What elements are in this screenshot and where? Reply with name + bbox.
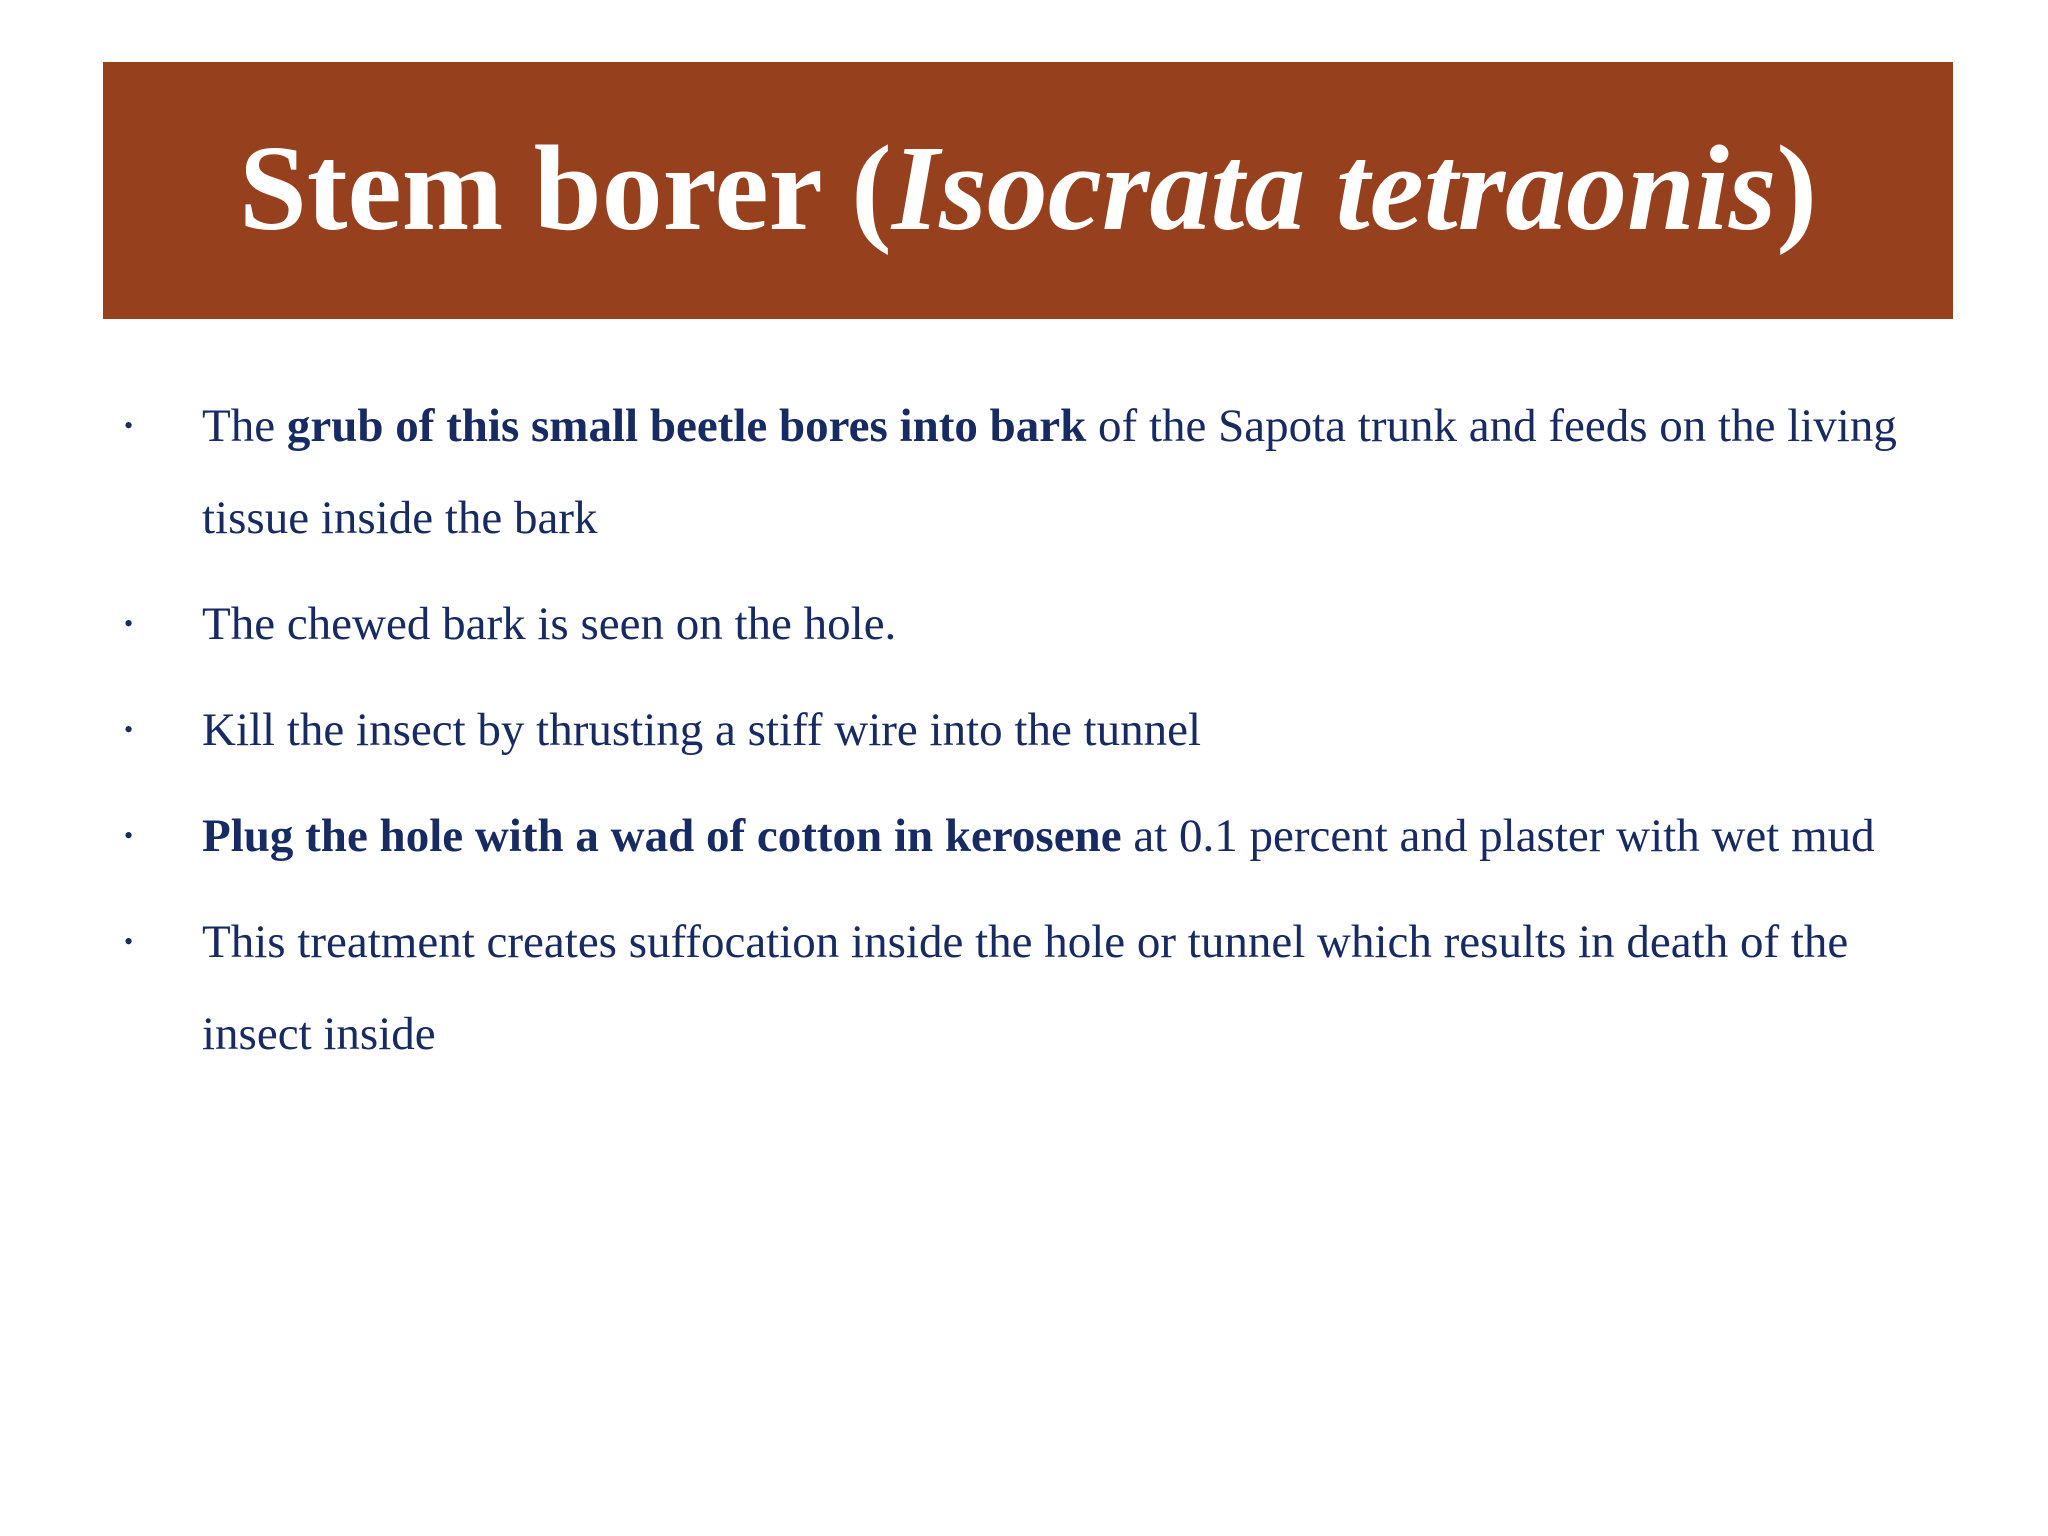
bullet-item-2 [120, 578, 1960, 670]
bullet-text-before: The chewed bark is seen on the hole. [202, 598, 897, 650]
bullet-text-after: at 0.1 percent and plaster with wet mud [1121, 810, 1875, 862]
bullet-text-before: This treatment creates suffocation inside the hole or tunnel which results in death of the insect inside [202, 916, 1849, 1060]
bullet-dot-icon: • [124, 715, 134, 744]
title-species-name: Isocrata tetraonis [891, 120, 1777, 256]
bullet-dot-icon: • [124, 609, 134, 638]
bullet-text-bold: Plug the hole with a wad of cotton in kerosene [202, 810, 1122, 862]
bullet-dot-icon: • [124, 411, 134, 440]
bullet-text-before: The [202, 400, 287, 452]
bullet-list [120, 380, 1960, 1094]
bullet-text-bold: grub of this small beetle bores into bark [286, 400, 1087, 452]
bullet-text-after: of the Sapota trunk and feeds on the living tissue inside the bark [202, 400, 1897, 544]
bullet-item-5 [120, 896, 1960, 1080]
title-prefix: Stem borer ( [238, 120, 892, 256]
title-suffix: ) [1776, 120, 1818, 256]
slide-title [238, 120, 1818, 256]
bullet-text-before: Kill the insect by thrusting a stiff wire into the tunnel [202, 704, 1202, 756]
bullet-item-4 [120, 790, 1960, 882]
bullet-dot-icon: • [124, 821, 134, 850]
bullet-dot-icon: • [124, 927, 134, 956]
title-banner [103, 62, 1953, 319]
bullet-item-3 [120, 684, 1960, 776]
bullet-item-1 [120, 380, 1960, 564]
